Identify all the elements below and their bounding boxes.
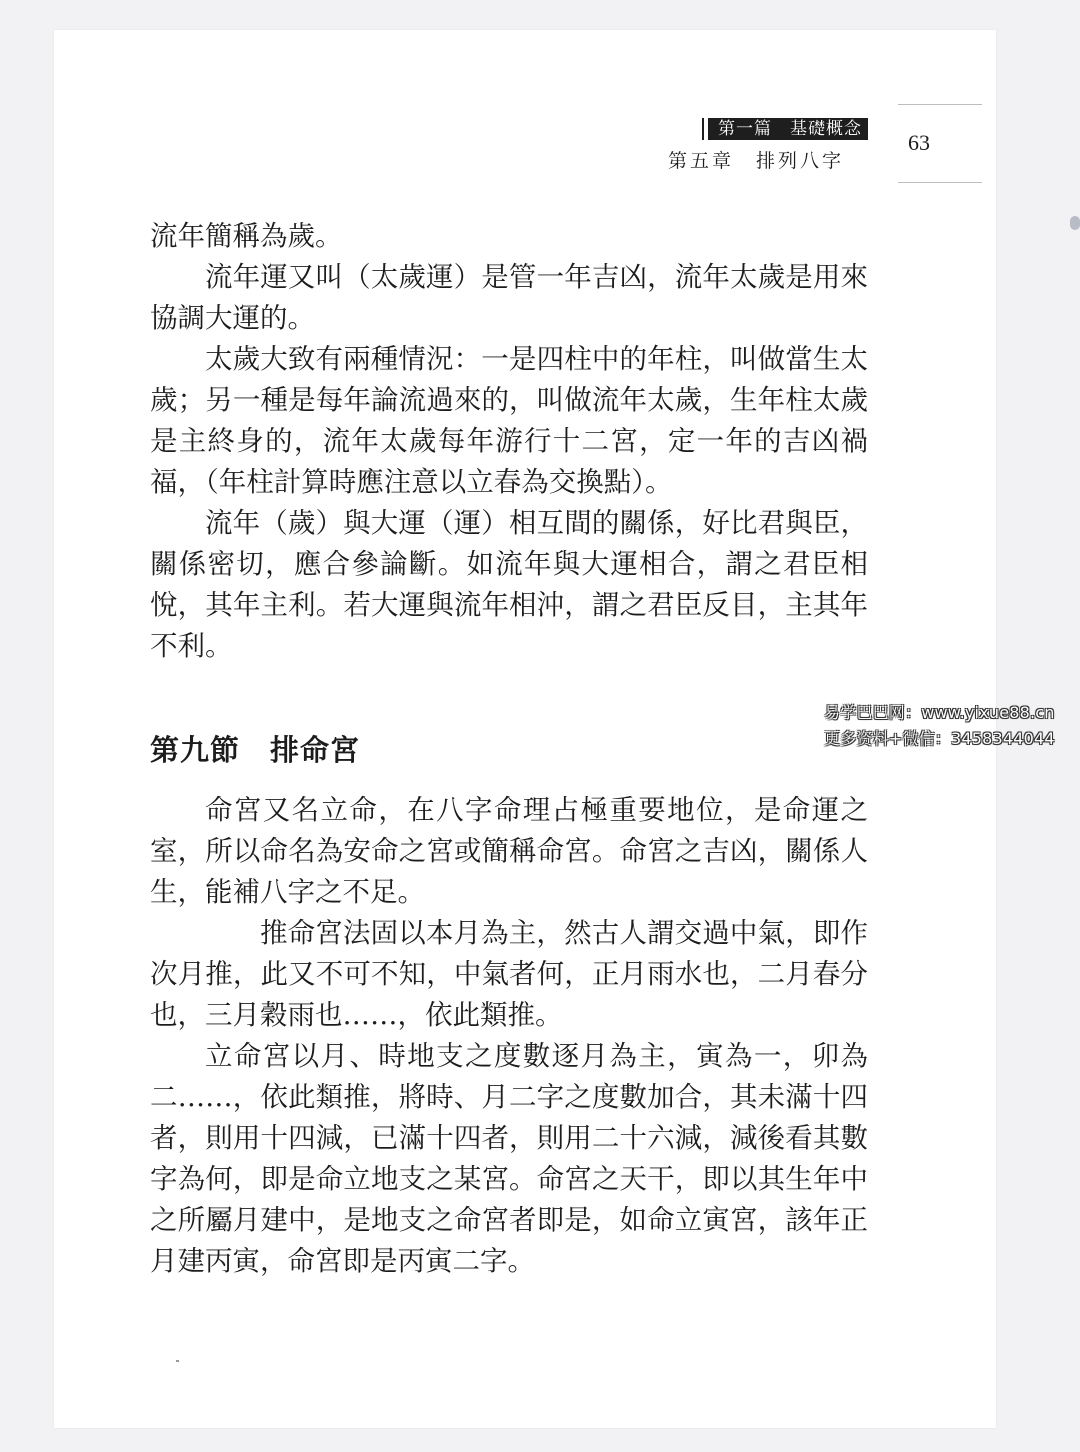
- header-rule-bottom: [898, 182, 982, 183]
- paragraph-2: 流年運又叫（太歲運）是管一年吉凶，流年太歲是用來協調大運的。: [150, 261, 868, 334]
- chapter-label: 第五章 排列八字: [667, 150, 844, 172]
- paragraph-4: 流年（歲）與大運（運）相互間的關係，好比君與臣，關係密切，應合參論斷。如流年與大運相合，謂之君臣相悅，其年主利。若大運與流年相沖，謂之君臣反目，主其年不利。: [150, 507, 868, 662]
- watermark-site: 易学巴巴网：www.yixue88.cn: [824, 703, 1055, 722]
- paragraph-1: 流年簡稱為歲。: [150, 220, 343, 252]
- header-rule-top: [898, 104, 982, 105]
- watermark-contact: 更多资料+微信：3458344044: [824, 729, 1055, 748]
- part-label: 第一篇 基礎概念: [704, 118, 868, 140]
- paragraph-5: 命宮又名立命，在八字命理占極重要地位，是命運之室，所以命名為安命之宮或簡稱命宮。命宮之吉凶，關係人生，能補八字之不足。: [150, 794, 868, 908]
- section-title: 第九節 排命宮: [150, 733, 361, 767]
- page-speck: [176, 1360, 179, 1362]
- page-number: 63: [908, 130, 930, 155]
- paragraph-3: 太歲大致有兩種情況：一是四柱中的年柱，叫做當生太歲；另一種是每年論流過來的，叫做流年太歲，生年柱太歲是主終身的，流年太歲每年游行十二宮，定一年的吉凶禍福，（年柱計算時應注意以立春為交換點）。: [150, 343, 868, 498]
- paragraph-7: 立命宮以月、時地支之度數逐月為主，寅為一，卯為二……，依此類推，將時、月二字之度數加合，其未滿十四者，則用十四減，已滿十四者，則用二十六減，減後看其數字為何，即是命立地支之某宮。命宮之天干，即以其生年中之所屬月建中，是地支之命宮者即是，如命立寅宮，該年正月建丙寅，命宮即是丙寅二字。: [150, 1040, 868, 1277]
- scrollbar-thumb[interactable]: [1070, 216, 1080, 230]
- paragraph-6: 推命宮法固以本月為主，然古人謂交過中氣，即作次月推，此又不可不知，中氣者何，正月雨水也，二月春分也，三月穀雨也……，依此類推。: [150, 917, 868, 1031]
